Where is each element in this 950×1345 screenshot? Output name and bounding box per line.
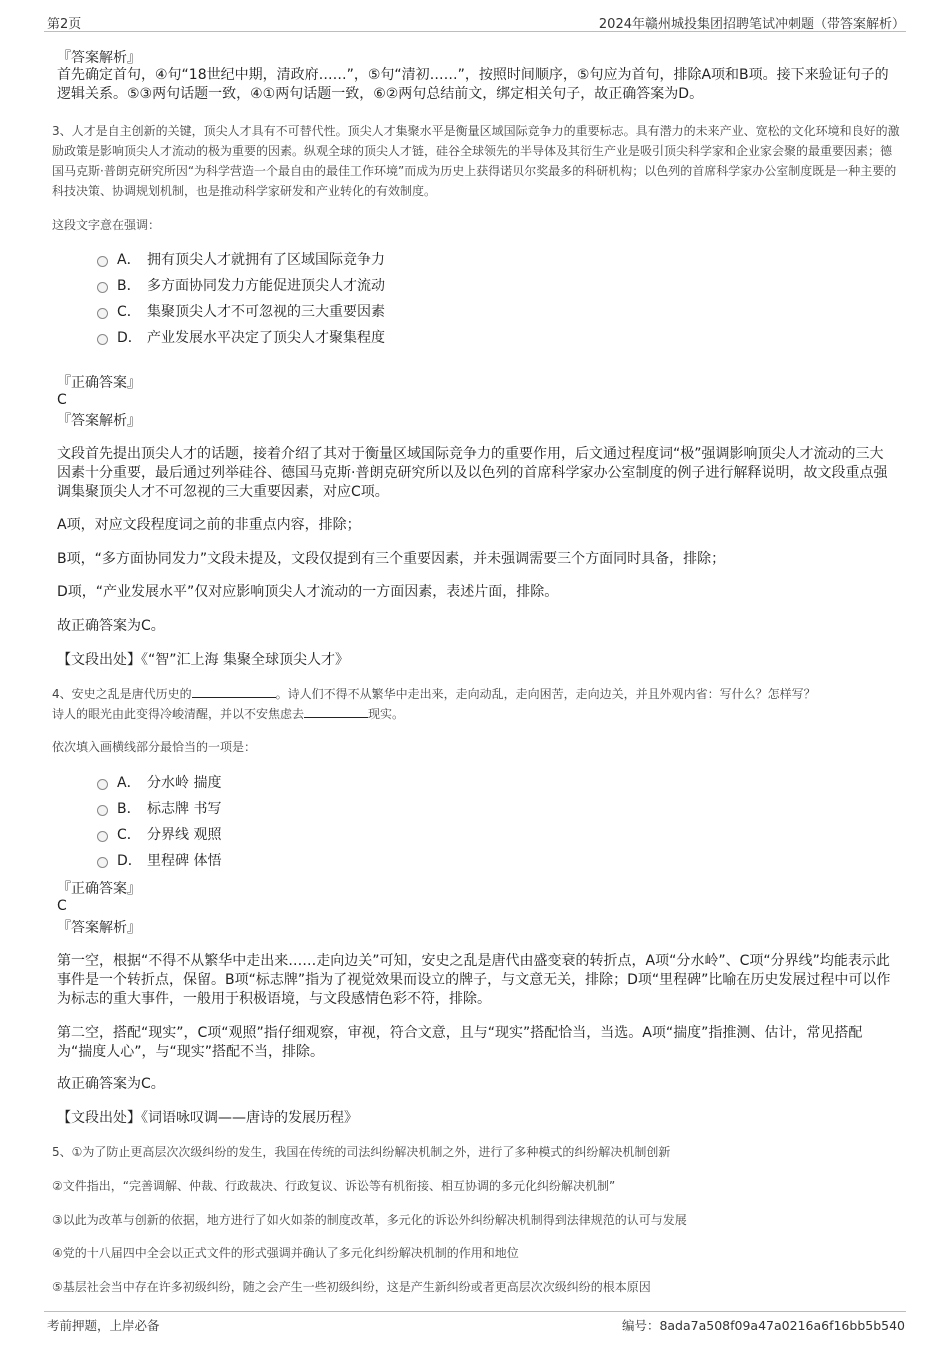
q4-option-c[interactable]: C． 分界线 观照 [97,825,221,845]
radio-icon[interactable] [97,308,108,319]
q3-correct-value: C [57,392,67,408]
footer-code: 编号：8ada7a508f09a47a0216a6f16bb5b540 [621,1318,905,1333]
q4-option-d[interactable]: D． 里程碑 体悟 [97,851,221,871]
q5-sentence-1: 5、①为了防止更高层次次级纠纷的发生，我国在传统的司法纠纷解决机制之外，进行了多种模式的纠纷解决机制创新 [52,1145,671,1159]
q4-analysis-label: 『答案解析』 [57,920,141,936]
radio-icon[interactable] [97,857,108,868]
q4-source: 【文段出处】《词语咏叹调——唐诗的发展历程》 [57,1110,358,1126]
q2-analysis-text: 首先确定首句，④句“18世纪中期，清政府……”，⑤句“清初……”，按照时间顺序，⑤句应为首句，排除A项和B项。接下来验证句子的逻辑关系。⑤③两句话题一致，④①两句话题一致，⑥②两句总结前文，绑定相关句子，故正确答案为D。 [57,67,889,102]
blank-2 [304,705,368,718]
footer-divider [44,1311,906,1312]
q4-analysis-p2: 第二空，搭配“现实”，C项“观照”指仔细观察，审视，符合文意，且与“现实”搭配恰当，当选。A项“揣度”指推测、估计，常见搭配为“揣度人心”，与“现实”搭配不当，排除。 [57,1025,863,1060]
q3-correct-label: 『正确答案』 [57,375,141,391]
q3-option-c[interactable]: C． 集聚顶尖人才不可忽视的三大重要因素 [97,302,385,322]
q3-stem: 3、人才是自主创新的关键，顶尖人才具有不可替代性。顶尖人才集聚水平是衡量区域国际竞争力的重要标志。具有潜力的未来产业、宽松的文化环境和良好的激励政策是影响顶尖人才流动的极为重要的因素。纵观全球的顶尖人才链，硅谷全球领先的半导体及其衍生产业是吸引顶尖科学家和企业家会聚的最重要因素；德国马克斯·普朗克研究所因“为科学营造一个最自由的最佳工作环境”而成为历史上获得诺贝尔奖最多的科研机构；以色列的首席科学家办公室制度既是一种主要的科技决策、协调规划机制，也是推动科学家研发和产业转化的有效制度。 [52,124,900,198]
q3-option-b[interactable]: B． 多方面协同发力方能促进顶尖人才流动 [97,276,385,296]
q4-correct-label: 『正确答案』 [57,881,141,897]
document-title: 2024年赣州城投集团招聘笔试冲刺题（带答案解析） [598,17,905,32]
q3-option-a[interactable]: A． 拥有顶尖人才就拥有了区域国际竞争力 [97,250,385,270]
radio-icon[interactable] [97,282,108,293]
q3-analysis-p3: B项，“多方面协同发力”文段未提及，文段仅提到有三个重要因素，并未强调需要三个方面同时具备，排除； [57,551,726,567]
q5-sentence-2: ②文件指出，“完善调解、仲裁、行政裁决、行政复议、诉讼等有机衔接、相互协调的多元化纠纷解决机制” [52,1179,616,1193]
radio-icon[interactable] [97,831,108,842]
q4-analysis-p3: 故正确答案为C。 [57,1076,165,1092]
radio-icon[interactable] [97,334,108,345]
q4-prompt: 依次填入画横线部分最恰当的一项是： [52,740,257,754]
q5-sentence-3: ③以此为改革与创新的依据，地方进行了如火如荼的制度改革，多元化的诉讼外纠纷解决机制得到法律规范的认可与发展 [52,1213,687,1227]
radio-icon[interactable] [97,779,108,790]
q4-analysis-p1: 第一空，根据“不得不从繁华中走出来……走向边关”可知，安史之乱是唐代由盛变衰的转折点，A项“分水岭”、C项“分界线”均能表示此事件是一个转折点，保留。B项“标志牌”指为了视觉效果而设立的牌子，与文意无关，排除；D项“里程碑”比喻在历史发展过程中可以作为标志的重大事件，一般用于积极语境，与文段感情色彩不符，排除。 [57,953,891,1007]
q4-stem: 4、安史之乱是唐代历史的 。诗人们不得不从繁华中走出来，走向动乱，走向困苦，走向边关，并且外观内省：写什么？怎样写？ 诗人的眼光由此变得冷峻清醒，并以不安焦虑去 现实。 [52,687,816,721]
q3-analysis-p2: A项，对应文段程度词之前的非重点内容，排除； [57,517,361,533]
blank-1 [192,685,276,698]
page-header [0,0,950,32]
q3-analysis-label: 『答案解析』 [57,413,141,429]
q2-analysis-label: 『答案解析』 [57,50,141,66]
q3-prompt: 这段文字意在强调： [52,218,161,232]
q4-correct-value: C [57,898,67,914]
header-divider [44,31,906,32]
radio-icon[interactable] [97,256,108,267]
q4-option-a[interactable]: A． 分水岭 揣度 [97,773,221,793]
q3-analysis-p5: 故正确答案为C。 [57,618,165,634]
radio-icon[interactable] [97,805,108,816]
q3-analysis-p1: 文段首先提出顶尖人才的话题，接着介绍了其对于衡量区域国际竞争力的重要作用，后文通过程度词“极”强调影响顶尖人才流动的三大因素十分重要，最后通过列举硅谷、德国马克斯·普朗克研究所以及以色列的首席科学家办公室制度的例子进行解释说明，故文段重点强调集聚顶尖人才不可忽视的三大重要因素，对应C项。 [57,446,888,500]
q3-option-d[interactable]: D． 产业发展水平决定了顶尖人才聚集程度 [97,328,385,348]
q3-source: 【文段出处】《“智”汇上海 集聚全球顶尖人才》 [57,652,349,668]
q3-analysis-p4: D项，“产业发展水平”仅对应影响顶尖人才流动的一方面因素，表述片面，排除。 [57,584,559,600]
footer-slogan: 考前押题，上岸必备 [47,1318,160,1333]
q5-sentence-4: ④党的十八届四中全会以正式文件的形式强调并确认了多元化纠纷解决机制的作用和地位 [52,1246,519,1260]
q5-sentence-5: ⑤基层社会当中存在许多初级纠纷，随之会产生一些初级纠纷，这是产生新纠纷或者更高层次次级纠纷的根本原因 [52,1280,651,1294]
q4-option-b[interactable]: B． 标志牌 书写 [97,799,221,819]
page-number: 第2页 [47,17,82,32]
